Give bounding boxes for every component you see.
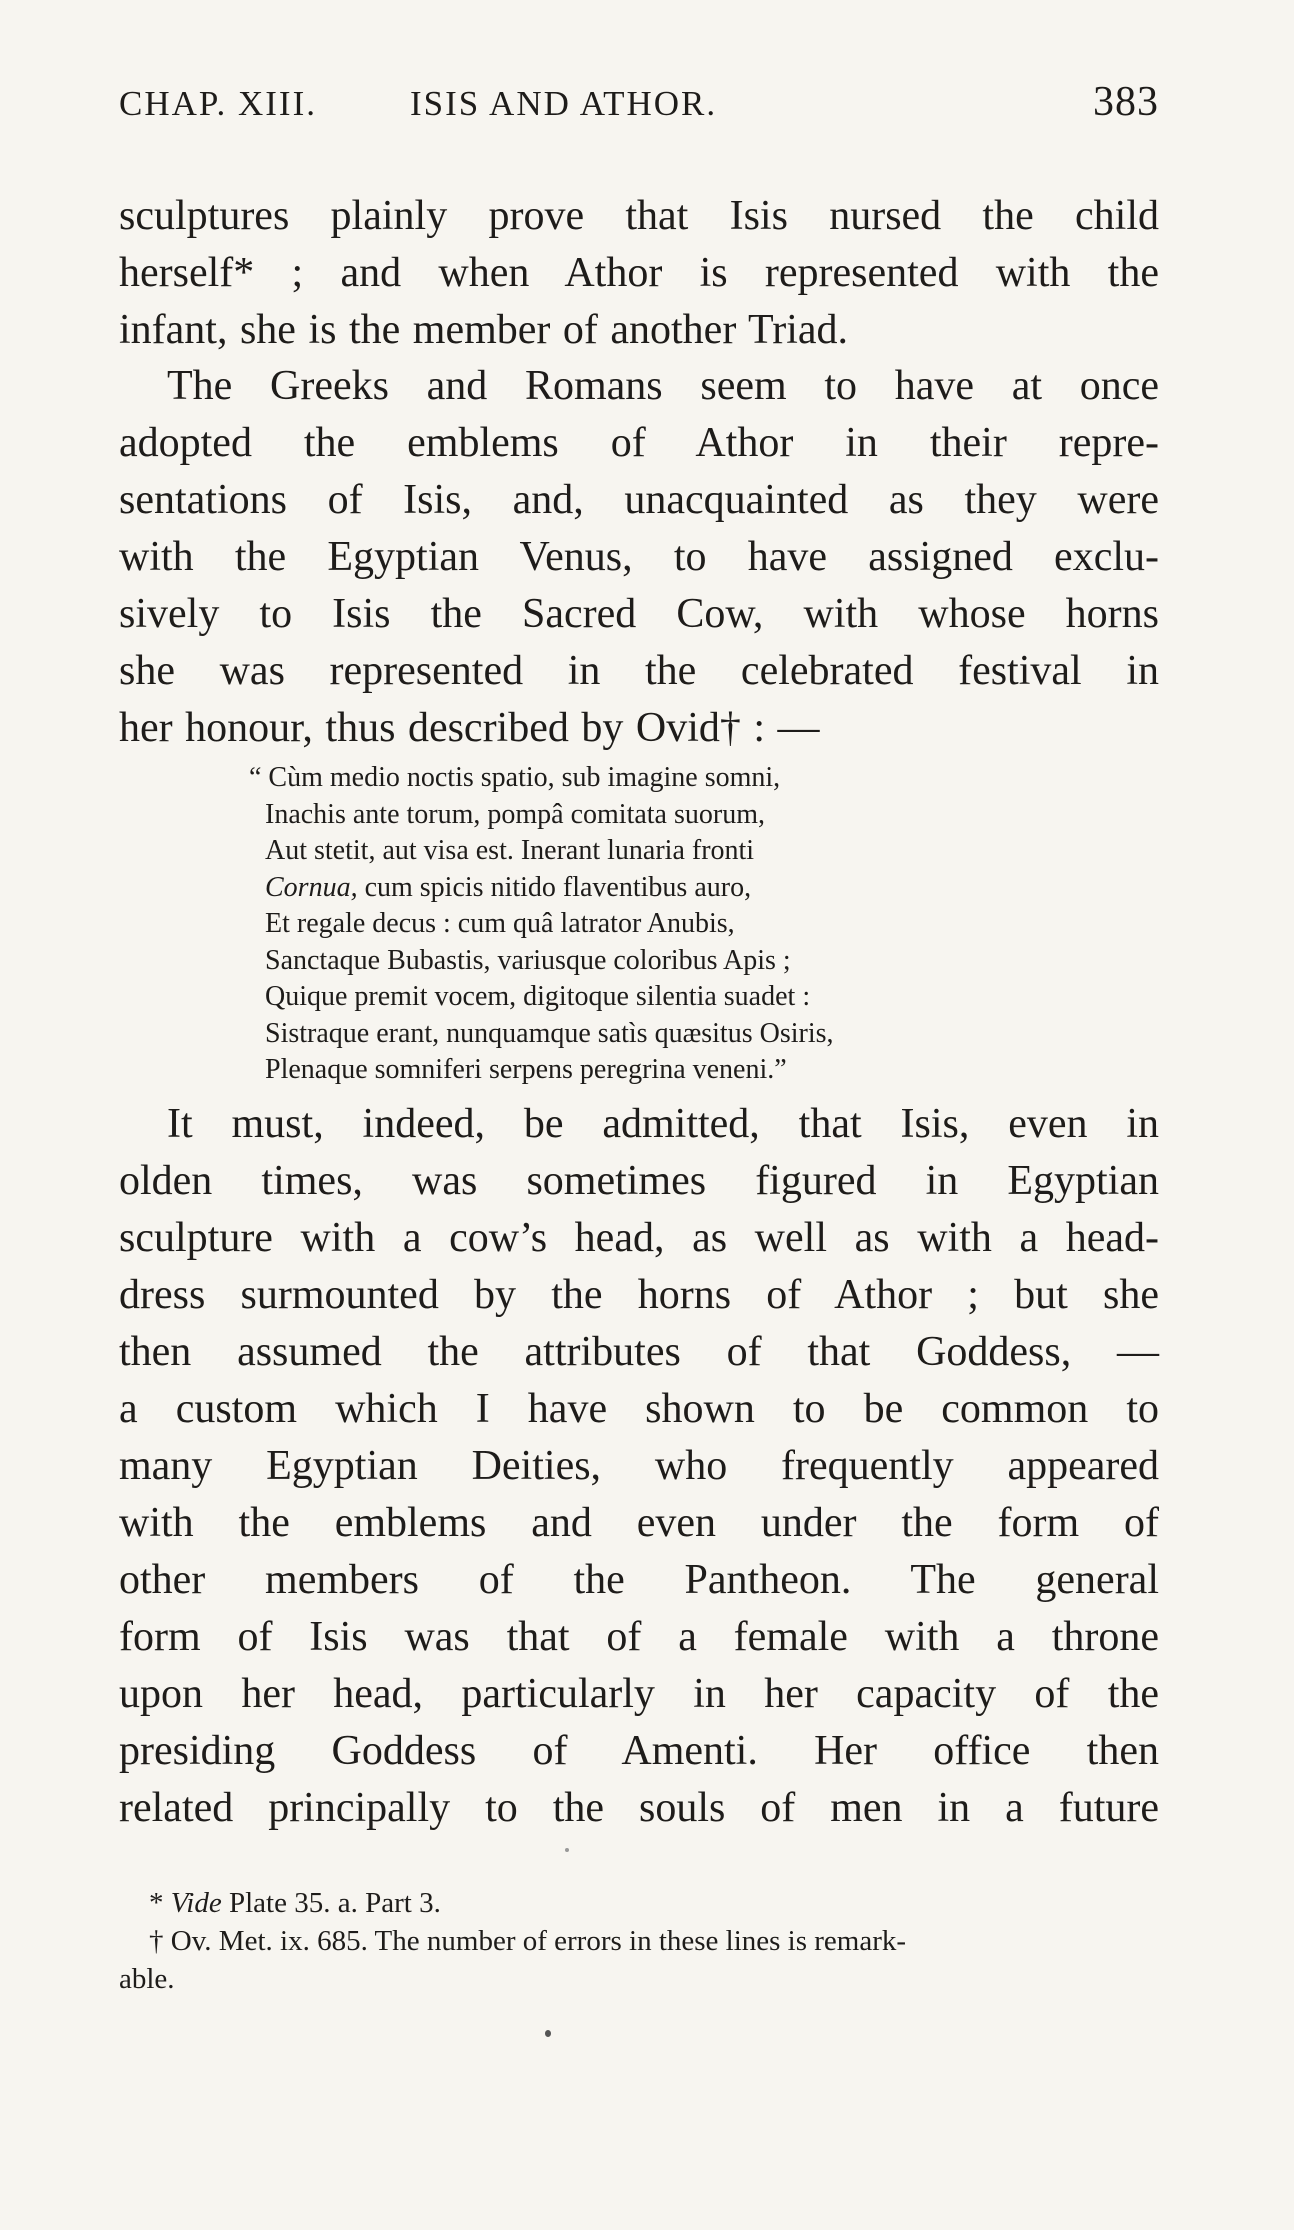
quote-line: Sistraque erant, nunquamque satìs quæsitus Osiris, <box>265 1017 834 1049</box>
quote-italic-word: Cornua, <box>265 871 358 903</box>
ink-speck <box>545 2030 551 2037</box>
footnote-mark: * <box>149 1887 164 1919</box>
footnote-italic: Vide <box>170 1887 222 1919</box>
text-line: dress surmounted by the horns of Athor ; but she <box>119 1272 1159 1318</box>
quote-line-rest: cum spicis nitido flaventibus auro, <box>357 871 752 903</box>
text-line: form of Isis was that of a female with a throne <box>119 1614 1159 1660</box>
text-line: It must, indeed, be admitted, that Isis, even in <box>167 1101 1159 1147</box>
quote-line: Inachis ante torum, pompâ comitata suorum, <box>265 798 765 830</box>
footnote-1 <box>119 1884 1159 1922</box>
text-line: related principally to the souls of men in a future <box>119 1785 1159 1831</box>
text-line: with the emblems and even under the form of <box>119 1500 1159 1546</box>
paragraph-3 <box>119 1096 1159 1837</box>
quote-line: Plenaque somniferi serpens peregrina veneni.” <box>265 1054 787 1085</box>
text-line: then assumed the attributes of that Goddess, — <box>119 1329 1159 1375</box>
footnote-text: Ov. Met. ix. 685. The number of errors in these lines is remark- <box>163 1925 907 1957</box>
text-line: herself* ; and when Athor is represented with the <box>119 250 1159 296</box>
footnote-mark: † <box>149 1925 164 1957</box>
text-line: infant, she is the member of another Triad. <box>119 307 849 353</box>
quote-line <box>265 870 1045 907</box>
text-line: sively to Isis the Sacred Cow, with whose horns <box>119 591 1159 637</box>
footnotes <box>119 1884 1159 1998</box>
text-line: sentations of Isis, and, unacquainted as they were <box>119 477 1159 523</box>
paragraph-2 <box>119 358 1159 757</box>
running-head <box>119 79 1159 144</box>
text-line: other members of the Pantheon. The general <box>119 1557 1159 1603</box>
quote-line: Et regale decus : cum quâ latrator Anubis, <box>265 908 735 939</box>
latin-quotation <box>249 760 1045 1089</box>
page-number: 383 <box>1093 79 1159 125</box>
text-line: upon her head, particularly in her capacity of the <box>119 1671 1159 1717</box>
quote-line: “ Cùm medio noctis spatio, sub imagine somni, <box>249 762 781 793</box>
running-title: ISIS AND ATHOR. <box>410 84 718 123</box>
chapter-label: CHAP. XIII. <box>119 84 317 123</box>
text-line: with the Egyptian Venus, to have assigned exclu- <box>119 534 1159 580</box>
text-line: a custom which I have shown to be common to <box>119 1386 1159 1432</box>
text-line: adopted the emblems of Athor in their repre- <box>119 420 1159 466</box>
quote-line: Quique premit vocem, digitoque silentia suadet : <box>265 981 811 1012</box>
text-line: many Egyptian Deities, who frequently appeared <box>119 1443 1159 1489</box>
text-line: sculptures plainly prove that Isis nursed the child <box>119 193 1159 239</box>
footnote-2 <box>119 1922 1159 1960</box>
text-line: presiding Goddess of Amenti. Her office then <box>119 1728 1159 1774</box>
text-line: sculpture with a cow’s head, as well as with a head- <box>119 1215 1159 1261</box>
paragraph-1 <box>119 188 1159 359</box>
quote-line: Sanctaque Bubastis, variusque coloribus Apis ; <box>265 944 791 976</box>
text-line: she was represented in the celebrated festival in <box>119 648 1159 694</box>
text-line: olden times, was sometimes figured in Egyptian <box>119 1158 1159 1204</box>
quote-line: Aut stetit, aut visa est. Inerant lunaria fronti <box>265 835 755 866</box>
footnote-2-continuation: able. <box>119 1963 175 1995</box>
ink-speck <box>565 1848 569 1852</box>
text-line: The Greeks and Romans seem to have at once <box>167 363 1159 409</box>
text-line: her honour, thus described by Ovid† : — <box>119 705 820 751</box>
footnote-text: Plate 35. a. Part 3. <box>221 1887 441 1919</box>
